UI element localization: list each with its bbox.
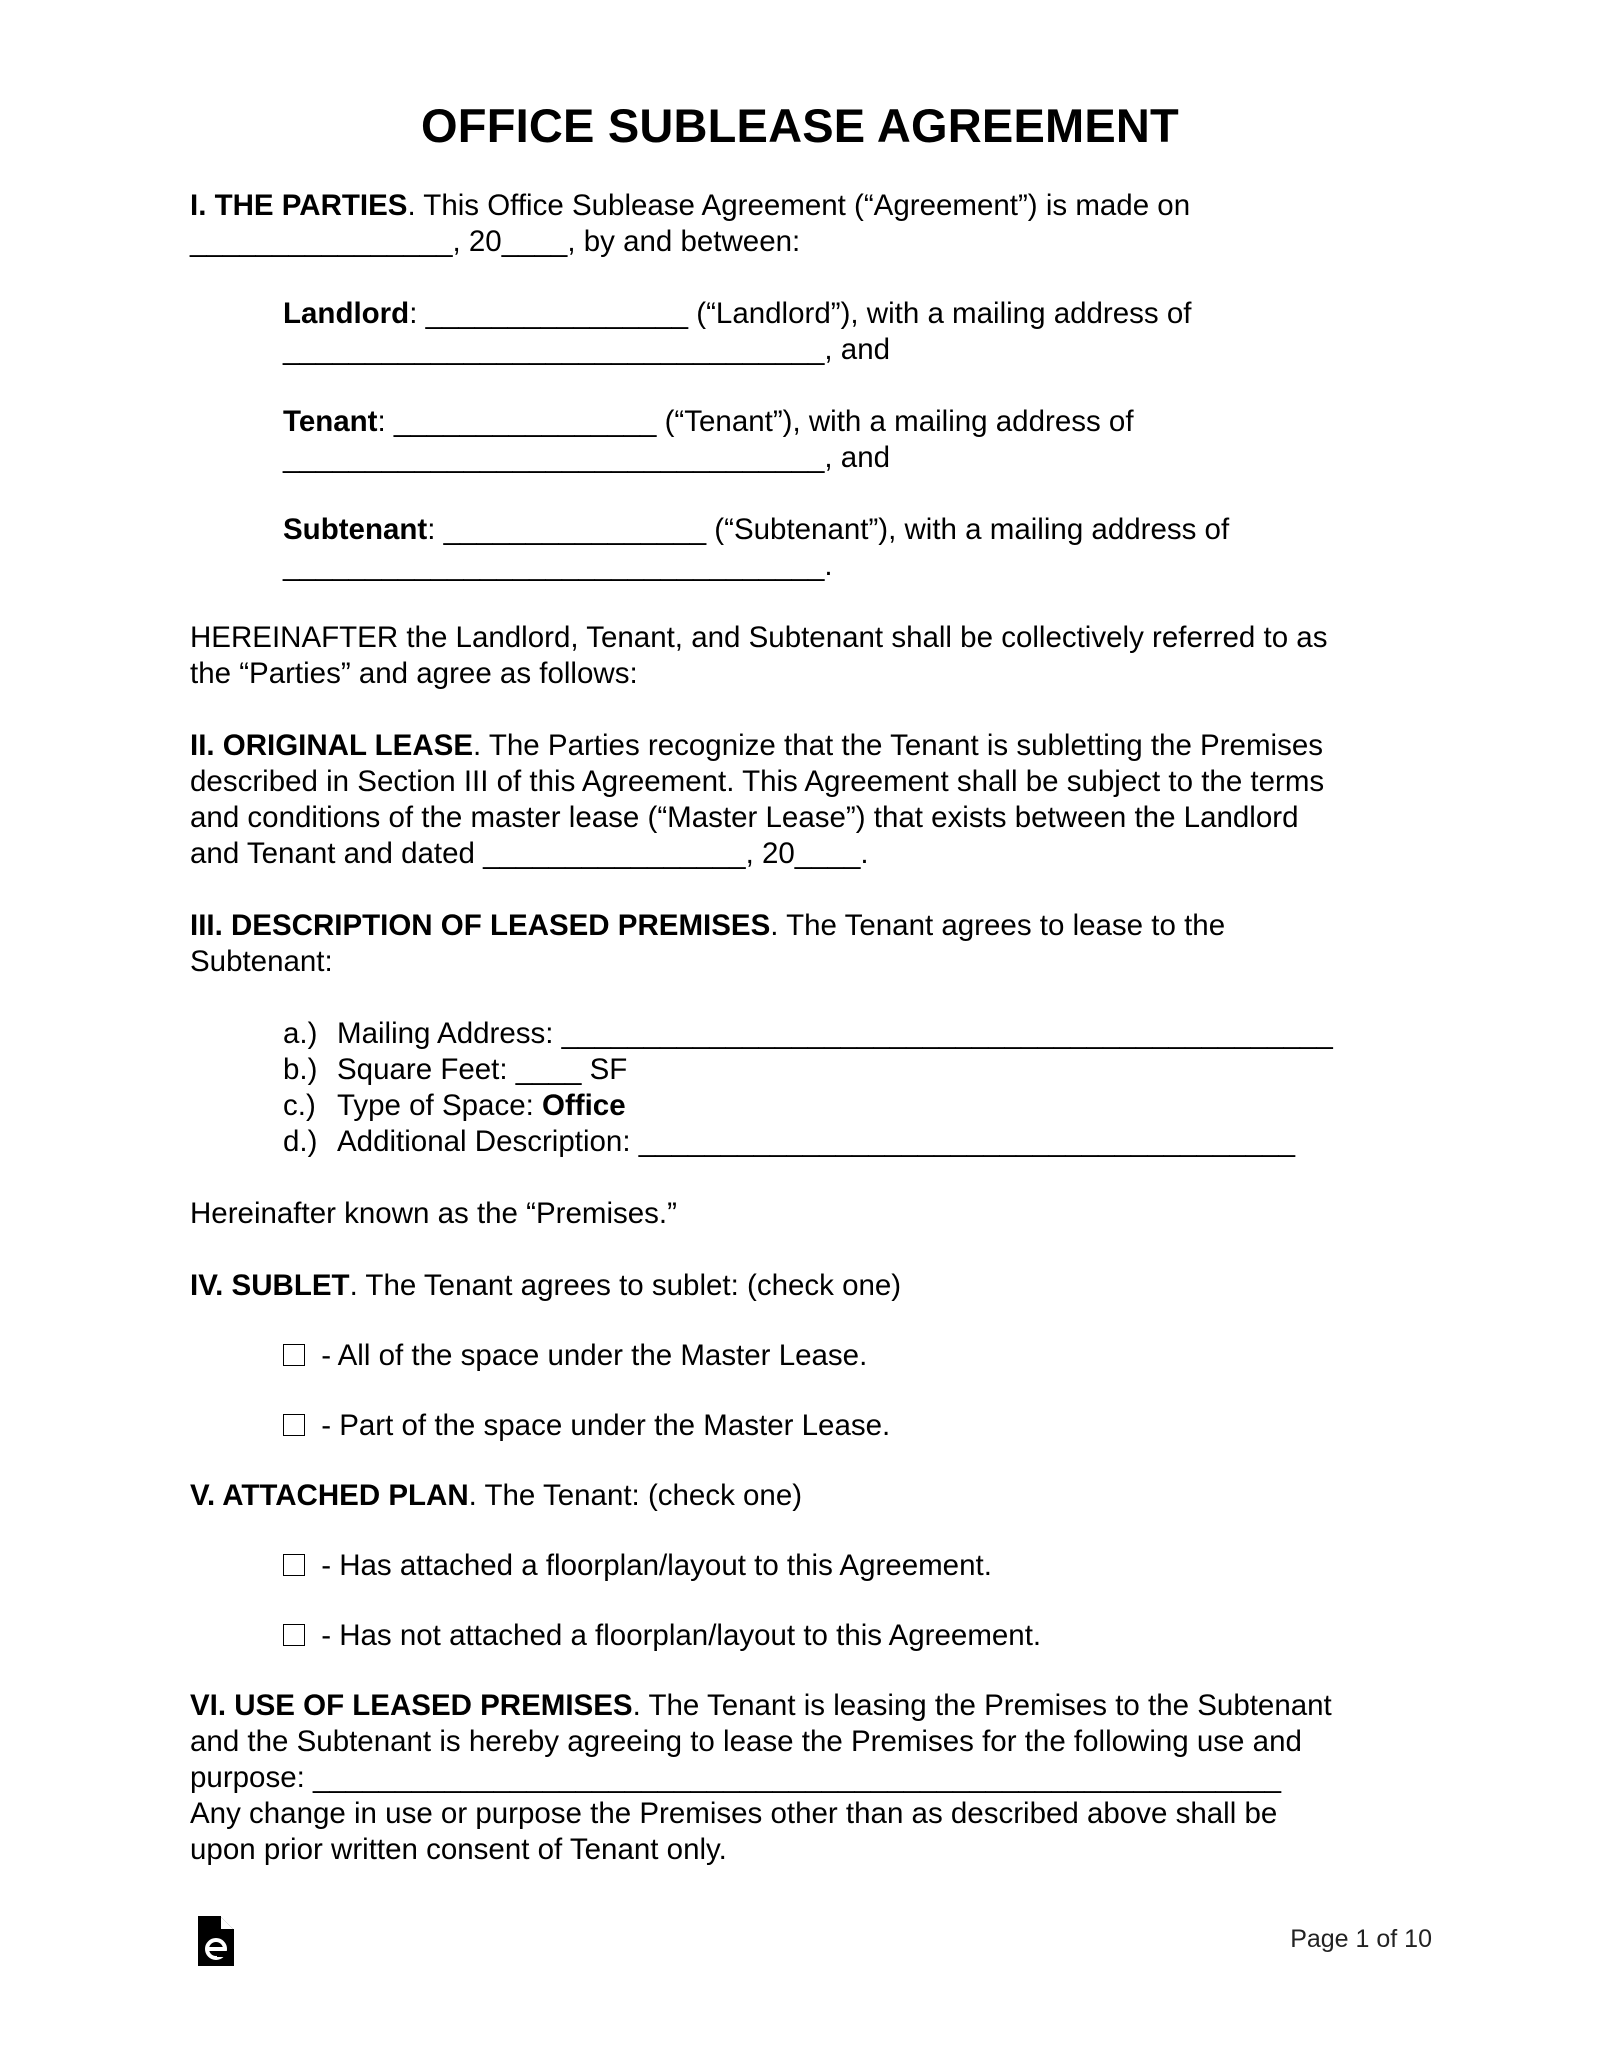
sublet-option-all[interactable]: - All of the space under the Master Lease. — [190, 1338, 1430, 1374]
plan-option-attached[interactable]: - Has attached a floorplan/layout to this Agreement. — [190, 1548, 1430, 1584]
list-item-additional-description[interactable]: d.) Additional Description: ________________________________________ — [283, 1125, 1295, 1158]
checkbox[interactable] — [283, 1414, 305, 1436]
party-tenant — [190, 404, 1430, 476]
document-title: OFFICE SUBLEASE AGREEMENT — [421, 99, 1179, 152]
list-item-type-of-space: c.) Type of Space: Office — [283, 1089, 626, 1122]
master-lease-date-field[interactable]: and Tenant and dated ________________, 20____. — [190, 837, 869, 870]
section-heading: VI. USE OF LEASED PREMISES — [190, 1689, 633, 1722]
section-attached-plan: V. ATTACHED PLAN. The Tenant: (check one) — [190, 1479, 803, 1512]
section-description: III. DESCRIPTION OF LEASED PREMISES. The Tenant agrees to lease to the Subtenant: — [190, 909, 1226, 978]
plan-option-not-attached[interactable]: - Has not attached a floorplan/layout to this Agreement. — [190, 1618, 1430, 1654]
section-use: VI. USE OF LEASED PREMISES. The Tenant is leasing the Premises to the Subtenant and the Subtenant is hereby agreeing to lease the Premises for the following use and purpose: ___________________________________________________________ Any change in use or purpose the Premises other than as described above shall be upon prior written consent of Tenant only. — [190, 1688, 1430, 1868]
document-body — [190, 188, 1430, 1868]
section-text: . This Office Sublease Agreement (“Agreement”) is made on — [407, 189, 1191, 222]
section-sublet: IV. SUBLET. The Tenant agrees to sublet: (check one) — [190, 1269, 902, 1302]
premises-details-list — [190, 1016, 1430, 1160]
subtenant-address-field[interactable]: _________________________________. — [283, 549, 833, 582]
landlord-label: Landlord — [283, 297, 410, 330]
section-original-lease: II. ORIGINAL LEASE. The Parties recognize that the Tenant is subletting the Premises described in Section III of this Agreement. This Agreement shall be subject to the terms and conditions of the master lease (“Master Lease”) that exists between the Landlord and Tenant and dated ________________, 20____. — [190, 728, 1430, 872]
hereinafter-premises: Hereinafter known as the “Premises.” — [190, 1197, 677, 1230]
sublet-option-part[interactable]: - Part of the space under the Master Lease. — [190, 1408, 1430, 1444]
section-parties — [190, 188, 1430, 260]
subtenant-label: Subtenant — [283, 513, 428, 546]
party-subtenant — [190, 512, 1430, 584]
use-purpose-field[interactable]: purpose: ___________________________________________________________ — [190, 1761, 1281, 1794]
section-heading: V. ATTACHED PLAN — [190, 1479, 469, 1512]
tenant-name-field[interactable]: : ________________ (“Tenant”), with a mailing address of — [377, 405, 1134, 438]
checkbox[interactable] — [283, 1554, 305, 1576]
tenant-label: Tenant — [283, 405, 378, 438]
eforms-logo-icon — [196, 1914, 236, 1968]
section-heading: III. DESCRIPTION OF LEASED PREMISES — [190, 909, 771, 942]
page-number: Page 1 of 10 — [1290, 1925, 1432, 1953]
hereinafter-parties: HEREINAFTER the Landlord, Tenant, and Subtenant shall be collectively referred to as the “Parties” and agree as follows: — [190, 621, 1328, 690]
checkbox[interactable] — [283, 1624, 305, 1646]
section-heading: IV. SUBLET — [190, 1269, 350, 1302]
subtenant-name-field[interactable]: : ________________ (“Subtenant”), with a mailing address of — [427, 513, 1230, 546]
section-heading: I. THE PARTIES — [190, 189, 408, 222]
landlord-name-field[interactable]: : ________________ (“Landlord”), with a mailing address of — [409, 297, 1192, 330]
list-item-square-feet[interactable]: b.) Square Feet: ____ SF — [283, 1053, 628, 1086]
landlord-address-field[interactable]: _________________________________, and — [283, 333, 891, 366]
checkbox[interactable] — [283, 1344, 305, 1366]
party-landlord — [190, 296, 1430, 368]
list-item-mailing-address[interactable]: a.) Mailing Address: _______________________________________________ — [283, 1017, 1333, 1050]
date-blank-line[interactable]: ________________, 20____, by and between: — [190, 225, 801, 258]
section-heading: II. ORIGINAL LEASE — [190, 729, 474, 762]
tenant-address-field[interactable]: _________________________________, and — [283, 441, 891, 474]
